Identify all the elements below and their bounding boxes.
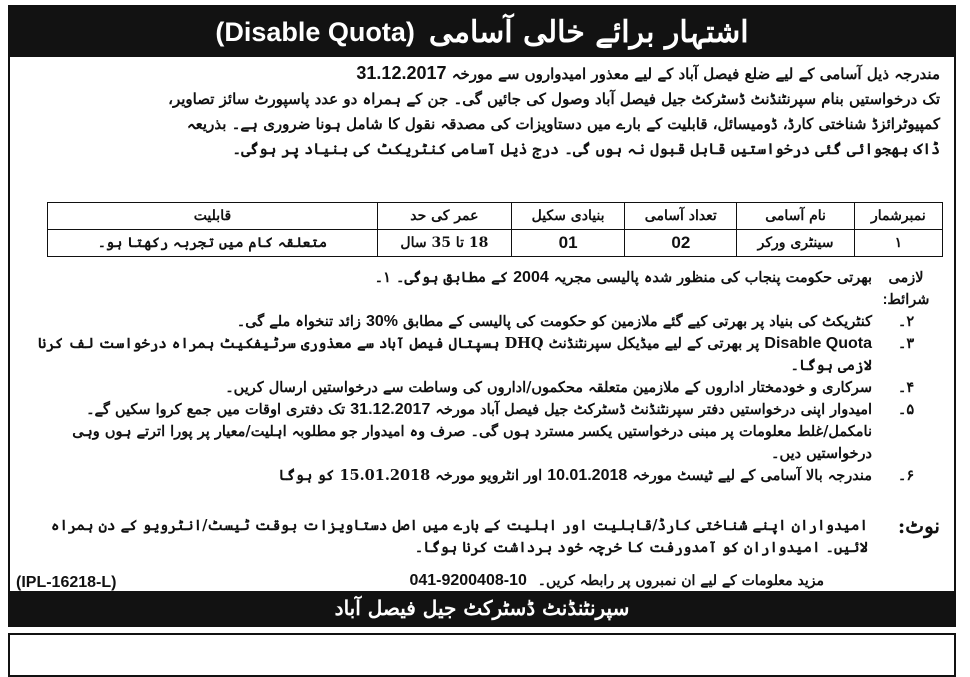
intro-line-2: تک درخواستیں بنام سپرنٹنڈنٹ ڈسٹرکٹ جیل فیصل آباد وصول کی جائیں گی۔ جن کے ہمراہ دو عدد پاسپورٹ سائز تصاویر، [168, 90, 940, 108]
col-post-name: نام آسامی [737, 203, 854, 230]
condition-item [35, 311, 940, 333]
col-post-count: تعداد آسامی [625, 203, 737, 230]
condition-number: ۴۔ [897, 380, 915, 396]
condition-item [35, 399, 940, 465]
condition-text-end: اور انٹرویو مورخہ 15.01.2018 کو ہوگا [278, 467, 543, 484]
table-header-row [48, 203, 943, 230]
condition-number: ۶۔ [897, 468, 915, 484]
condition-number: ۱۔ [374, 269, 391, 286]
condition-text: سرکاری و خودمختار اداروں کے ملازمین متعلقہ محکموں/اداروں کی وساطت سے درخواستیں ارسال کریں۔ [225, 379, 872, 396]
table-row [48, 230, 943, 257]
contact-line [403, 572, 824, 590]
condition-item [35, 465, 940, 487]
condition-text-end: تک دفتری اوقات میں جمع کروا سکیں گے۔ نامکمل/غلط معلومات پر مبنی درخواستیں یکسر مسترد ہوں گی۔ صرف وہ امیدوار جو مطلوبہ اہلیت/معیار پر پورا اترتے ہوں وہی درخواستیں دیں۔ [72, 401, 872, 462]
cell-post-count: 02 [625, 230, 737, 257]
condition-item [35, 333, 940, 377]
condition-text-end: پر بھرتی کے لیے میڈیکل سپرنٹنڈنٹ DHQ ہسپتال فیصل آباد سے معذوری سرٹیفکیٹ ہمراہ درخواست لف کرنا لازمی ہوگا۔ [37, 335, 872, 374]
col-qualification: قابلیت [48, 203, 378, 230]
condition-text: امیدوار اپنی درخواستیں دفتر سپرنٹنڈنٹ ڈسٹرکٹ جیل فیصل آباد مورخہ [435, 401, 872, 418]
condition-test-date: 10.01.2018 [547, 467, 628, 484]
intro-line-1 [25, 61, 940, 87]
contact-text: مزید معلومات کے لیے ان نمبروں پر رابطہ کریں۔ [537, 573, 824, 589]
intro-paragraph [25, 61, 940, 162]
condition-deadline: 31.12.2017 [350, 401, 431, 418]
col-age-limit: عمر کی حد [377, 203, 511, 230]
ad-header [10, 7, 954, 57]
condition-percent: 30% [365, 313, 398, 330]
col-serial: نمبرشمار [854, 203, 942, 230]
condition-number: ۳۔ [897, 336, 915, 352]
condition-number: ۲۔ [897, 314, 915, 330]
condition-item [35, 267, 940, 311]
note-text: امیدواران اپنے شناختی کارڈ/قابلیت اور اہلیت کے بارے میں اصل دستاویزات بوقت ٹیسٹ/انٹرویو کے دن ہمراہ لائیں۔ امیدواران کو آمدورفت کا خرچہ خود برداشت کرنا ہوگا۔ [51, 517, 868, 556]
cell-qualification: متعلقہ کام میں تجربہ رکھتا ہو۔ [48, 230, 378, 257]
cell-post-name: سینٹری ورکر [737, 230, 854, 257]
ipl-code: (IPL-16218-L) [16, 574, 117, 591]
ad-title-urdu: اشتہار برائے خالی آسامی [428, 14, 749, 50]
condition-text: کنٹریکٹ کی بنیاد پر بھرتی کیے گئے ملازمین کو حکومت کی پالیسی کے مطابق [403, 313, 872, 330]
conditions-label: لازمی شرائط: [882, 270, 930, 308]
condition-item [35, 377, 940, 399]
condition-year: 2004 [513, 269, 549, 286]
adjacent-ad-border [8, 633, 956, 677]
intro-deadline: 31.12.2017 [356, 63, 447, 83]
job-advertisement [8, 5, 956, 627]
contact-phone: 041-9200408-10 [409, 572, 527, 589]
condition-quota: Disable Quota [764, 335, 872, 352]
note-label: نوٹ: [897, 514, 940, 538]
condition-text: بھرتی حکومت پنجاب کی منظور شدہ پالیسی مجریہ [553, 269, 872, 286]
intro-line-4: ڈاک بھجوائی گئی درخواستیں قابل قبول نہ ہوں گی۔ درج ذیل آسامی کنٹریکٹ کی بنیاد پر ہوگی۔ [232, 140, 940, 158]
cell-basic-scale: 01 [511, 230, 624, 257]
condition-text: مندرجہ بالا آسامی کے لیے ٹیسٹ مورخہ [632, 467, 872, 484]
cell-serial: ۱ [854, 230, 942, 257]
condition-text-end: کے مطابق ہوگی۔ [396, 269, 509, 286]
conditions-list [35, 267, 940, 487]
col-basic-scale: بنیادی سکیل [511, 203, 624, 230]
posts-table [47, 202, 943, 257]
note-block [35, 515, 940, 559]
intro-text-1: مندرجہ ذیل آسامی کے لیے ضلع فیصل آباد کے لیے معذور امیدواروں سے مورخہ [451, 65, 940, 83]
condition-number: ۵۔ [897, 402, 915, 418]
ad-footer: سپرنٹنڈنٹ ڈسٹرکٹ جیل فیصل آباد [10, 591, 954, 625]
ad-title-english: (Disable Quota) [215, 16, 415, 47]
condition-text-end: زائد تنخواہ ملے گی۔ [236, 313, 361, 330]
cell-age-limit: 18 تا 35 سال [377, 230, 511, 257]
intro-line-3: کمپیوٹرائزڈ شناختی کارڈ، ڈومیسائل، قابلیت کے بارے میں دستاویزات کی مصدقہ نقول کا شامل ہونا ضروری ہے۔ بذریعہ [186, 115, 940, 133]
